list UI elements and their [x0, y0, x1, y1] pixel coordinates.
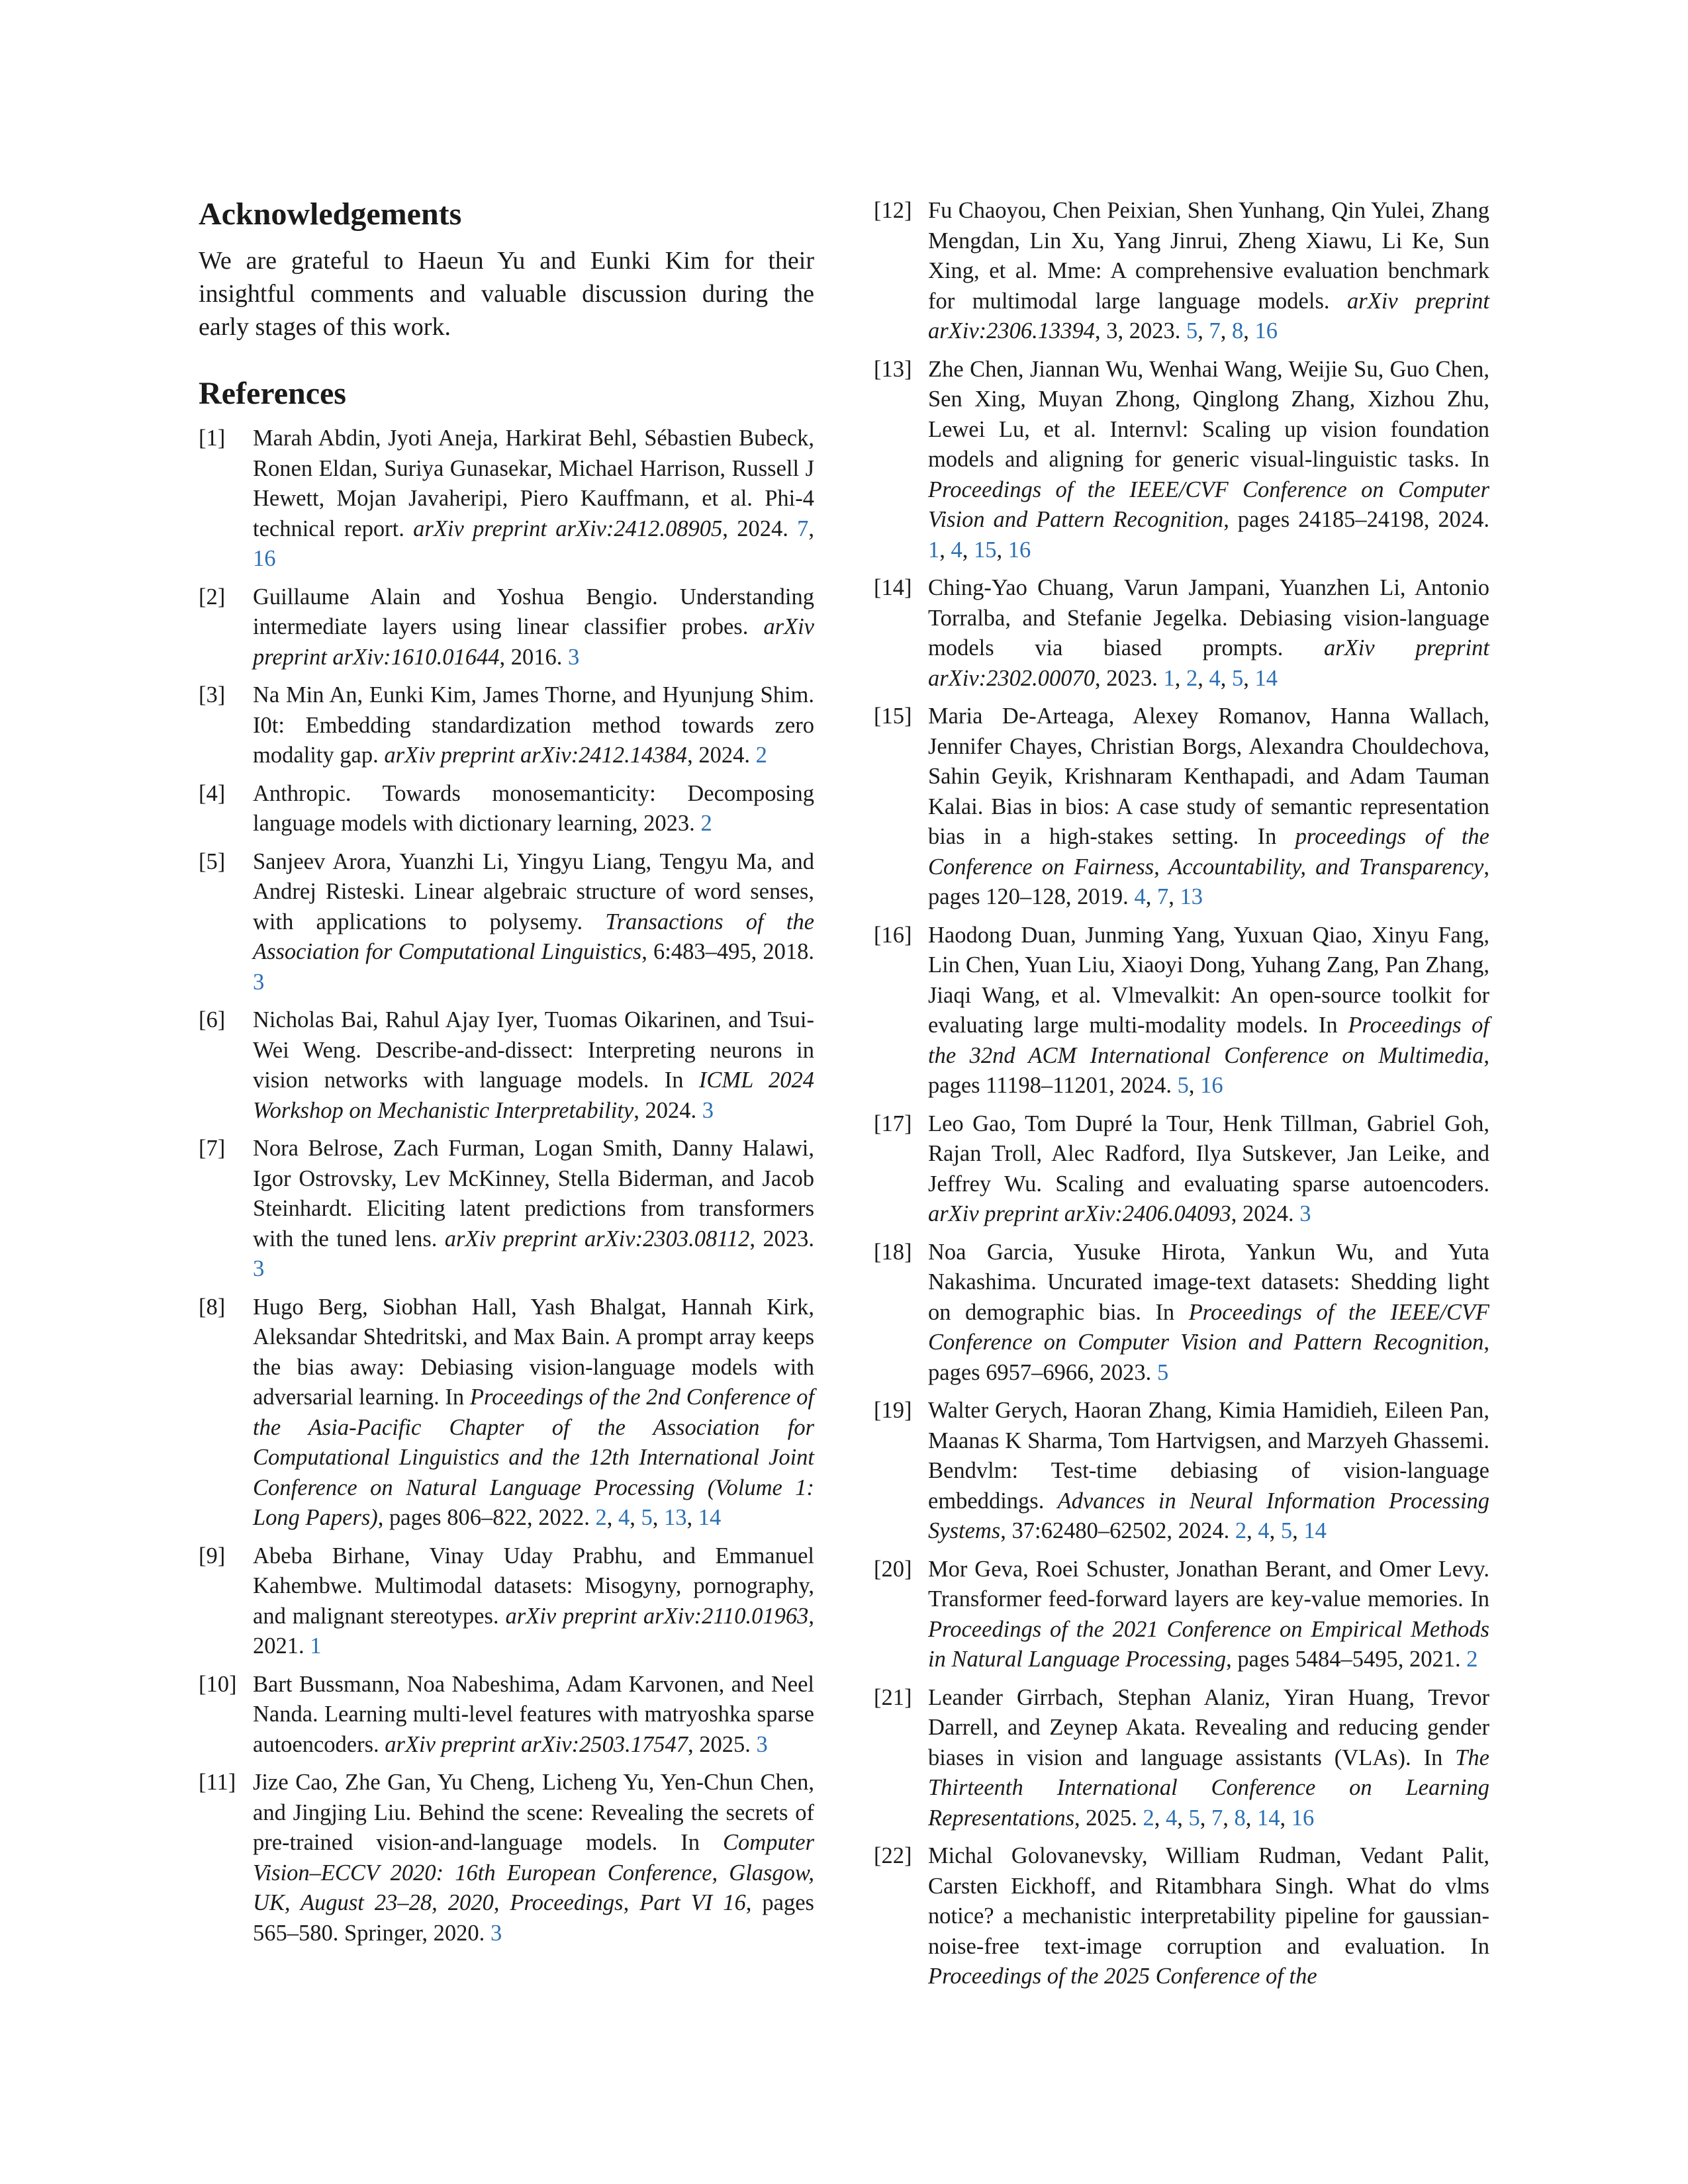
- page-backlink[interactable]: 2: [595, 1505, 607, 1531]
- reference-text: Bart Bussmann, Noa Nabeshima, Adam Karvonen, and Neel Nanda. Learning multi-level features with matryoshka sparse autoencoders.: [253, 1671, 814, 1757]
- page-backlink[interactable]: 3: [253, 1256, 265, 1282]
- reference-tail: , 2025.: [687, 1731, 757, 1757]
- reference-tail: , pages 6957–6966, 2023.: [928, 1330, 1489, 1385]
- reference-text: Jize Cao, Zhe Gan, Yu Cheng, Licheng Yu, Yen-Chun Chen, and Jingjing Liu. Behind the scene: Revealing the secrets of pre-trained vision-and-language models. In: [253, 1770, 814, 1856]
- reference-item: [199, 1134, 814, 1285]
- reference-tail: , pages 5484–5495, 2021.: [1226, 1647, 1467, 1672]
- reference-text: Anthropic. Towards monosemanticity: Decomposing language models with dictionary learning, 2023.: [253, 780, 814, 837]
- page-backlink[interactable]: 3: [567, 644, 580, 670]
- reference-venue: arXiv preprint arXiv:1610.01644: [253, 614, 814, 670]
- page-backlink[interactable]: 5: [1280, 1518, 1293, 1543]
- reference-item: [12] Fu Chaoyou, Chen Peixian, Shen Yunhang, Qin Yulei, Zhang Mengdan, Lin Xu, Yang Jinrui, Zheng Xiawu, Li Ke, Sun Xing, et al. Mme: A comprehensive evaluation benchmark for multimodal large language models. arXiv preprint arXiv:2306.13394, 3, 2023. 5, 7, 8, 16: [874, 196, 1489, 347]
- reference-number: [11]: [199, 1770, 236, 1796]
- page-backlink[interactable]: 3: [1299, 1201, 1311, 1226]
- reference-list-left: [199, 424, 814, 1948]
- page-backlink[interactable]: 15: [974, 537, 997, 563]
- reference-item: [874, 1238, 1489, 1388]
- page-backlink[interactable]: 5: [1232, 665, 1244, 691]
- reference-item: [199, 1541, 814, 1662]
- right-column: [874, 196, 1489, 2000]
- reference-venue: Proceedings of the IEEE/CVF Conference on Computer Vision and Pattern Recognition: [928, 477, 1489, 532]
- page-backlink[interactable]: 16: [1008, 537, 1031, 563]
- reference-text: Mor Geva, Roei Schuster, Jonathan Berant, and Omer Levy. Transformer feed-forward layers are key-value memories. In: [928, 1556, 1489, 1612]
- reference-number: [1]: [199, 426, 226, 451]
- reference-venue: Proceedings of the IEEE/CVF Conference on Computer Vision and Pattern Recognition: [928, 1299, 1489, 1355]
- reference-item: [15] Maria De-Arteaga, Alexey Romanov, Hanna Wallach, Jennifer Chayes, Christian Borgs, Alexandra Chouldechova, Sahin Geyik, Krishnaram Kenthapadi, and Adam Tauman Kalai. Bias in bios: A case study of semantic representation bias in a high-stakes setting. In proceedings of the Conference on Fairness, Accountability, and Transparency, pages 120–128, 2019. 4, 7, 13: [874, 702, 1489, 913]
- left-column: [199, 196, 814, 1956]
- reference-number: [13]: [874, 356, 912, 382]
- reference-number: [21]: [874, 1684, 912, 1710]
- reference-venue: arXiv preprint arXiv:2110.01963: [505, 1603, 809, 1629]
- reference-venue: Proceedings of the 2nd Conference of the Asia-Pacific Chapter of the Association for Computational Linguistics and the 12th International Joint Conference on Natural Language Processing (Volume 1: Long Papers): [253, 1385, 815, 1531]
- page-backlink[interactable]: 4: [618, 1505, 630, 1531]
- page-backlink[interactable]: 2: [1143, 1805, 1154, 1831]
- page-backlink[interactable]: 3: [702, 1097, 714, 1123]
- reference-venue: The Thirteenth International Conference on Learning Representations: [928, 1745, 1489, 1831]
- reference-venue: arXiv preprint arXiv:2302.00070: [928, 635, 1489, 691]
- page-backlink[interactable]: 1: [310, 1633, 322, 1659]
- reference-venue: Computer Vision–ECCV 2020: 16th European Conference, Glasgow, UK, August 23–28, 2020, Proceedings, Part VI 16: [253, 1830, 814, 1916]
- reference-number: [8]: [199, 1294, 226, 1320]
- reference-item: [874, 1109, 1489, 1230]
- reference-number: [19]: [874, 1398, 912, 1423]
- page-backlink[interactable]: 3: [490, 1920, 502, 1946]
- reference-item: [199, 582, 814, 673]
- reference-tail: , 2024.: [633, 1097, 702, 1123]
- page-backlink[interactable]: 4: [1258, 1518, 1270, 1543]
- reference-text: Nicholas Bai, Rahul Ajay Iyer, Tuomas Oikarinen, and Tsui-Wei Weng. Describe-and-dissect: Interpreting neurons in vision networks with language models. In: [253, 1007, 814, 1093]
- reference-item: [199, 1670, 814, 1760]
- reference-item: [199, 779, 814, 839]
- page-backlink[interactable]: 3: [253, 969, 265, 995]
- reference-text: Nora Belrose, Zach Furman, Logan Smith, Danny Halawi, Igor Ostrovsky, Lev McKinney, Stella Biderman, and Jacob Steinhardt. Eliciting latent predictions from transformers with the tuned lens.: [253, 1136, 814, 1251]
- reference-tail: , 2023.: [749, 1226, 814, 1251]
- page-backlink[interactable]: 2: [755, 743, 767, 768]
- references-heading: References: [199, 376, 346, 412]
- reference-item: [13] Zhe Chen, Jiannan Wu, Wenhai Wang, Weijie Su, Guo Chen, Sen Xing, Muyan Zhong, Qinglong Zhang, Xizhou Zhu, Lewei Lu, et al. Internvl: Scaling up vision foundation models and aligning for generic visual-linguistic tasks. In Proceedings of the IEEE/CVF Conference on Computer Vision and Pattern Recognition, pages 24185–24198, 2024. 1, 4, 15, 16: [874, 355, 1489, 566]
- page-backlink[interactable]: 1: [928, 537, 940, 563]
- reference-list-right: [874, 196, 1489, 1992]
- page-backlink[interactable]: 2: [1235, 1518, 1247, 1543]
- reference-tail: , 2024.: [1231, 1201, 1300, 1226]
- reference-number: [15]: [874, 704, 912, 729]
- reference-number: [16]: [874, 922, 912, 948]
- reference-tail: , pages 24185–24198, 2024.: [1223, 507, 1489, 532]
- reference-text: Leo Gao, Tom Dupré la Tour, Henk Tillman, Gabriel Goh, Rajan Troll, Alec Radford, Ilya Sutskever, Jan Leike, and Jeffrey Wu. Scaling and evaluating sparse autoencoders.: [928, 1111, 1489, 1197]
- reference-tail: , 6:483–495, 2018.: [641, 939, 814, 965]
- reference-text: Noa Garcia, Yusuke Hirota, Yankun Wu, and Yuta Nakashima. Uncurated image-text datasets: Shedding light on demographic bias. In: [928, 1239, 1489, 1325]
- reference-number: [9]: [199, 1543, 226, 1569]
- reference-text: Walter Gerych, Haoran Zhang, Kimia Hamidieh, Eileen Pan, Maanas K Sharma, Tom Hartvigsen, and Marzyeh Ghassemi. Bendvlm: Test-time debiasing of vision-language embeddings.: [928, 1398, 1489, 1514]
- reference-item: [874, 1555, 1489, 1675]
- reference-text: Michal Golovanevsky, William Rudman, Vedant Palit, Carsten Eickhoff, and Ritambhara Singh. What do vlms notice? a mechanistic interpretability pipeline for gaussian-noise-free text-image corruption and evaluation. In: [928, 1843, 1489, 1959]
- page-backlink[interactable]: 14: [698, 1505, 722, 1531]
- reference-venue: Proceedings of the 32nd ACM International Conference on Multimedia: [928, 1013, 1489, 1068]
- reference-tail: , pages 11198–11201, 2024.: [928, 1042, 1489, 1098]
- reference-text: Abeba Birhane, Vinay Uday Prabhu, and Emmanuel Kahembwe. Multimodal datasets: Misogyny, pornography, and malignant stereotypes.: [253, 1543, 814, 1629]
- reference-tail: , 2025.: [1074, 1805, 1143, 1831]
- reference-number: [14]: [874, 575, 912, 600]
- reference-item: [199, 680, 814, 771]
- page-backlink[interactable]: 16: [1291, 1805, 1315, 1831]
- page-backlink[interactable]: 16: [1254, 318, 1278, 343]
- page-backlink[interactable]: 16: [1200, 1073, 1223, 1098]
- page-backlink[interactable]: 13: [1180, 884, 1203, 909]
- page-backlink[interactable]: 1: [1163, 665, 1175, 691]
- reference-item: [16] Haodong Duan, Junming Yang, Yuxuan Qiao, Xinyu Fang, Lin Chen, Yuan Liu, Xiaoyi Dong, Yuhang Zang, Pan Zhang, Jiaqi Wang, et al. Vlmevalkit: An open-source toolkit for evaluating large multi-modality models. In Proceedings of the 32nd ACM International Conference on Multimedia, pages 11198–11201, 2024. 5, 16: [874, 921, 1489, 1101]
- reference-text: Ching-Yao Chuang, Varun Jampani, Yuanzhen Li, Antonio Torralba, and Stefanie Jegelka. Debiasing vision-language models via biased prompts.: [928, 575, 1489, 660]
- reference-item: [199, 1005, 814, 1126]
- page-backlink[interactable]: 7: [1209, 318, 1221, 343]
- reference-number: [12]: [874, 198, 912, 223]
- reference-item: [1] Marah Abdin, Jyoti Aneja, Harkirat Behl, Sébastien Bubeck, Ronen Eldan, Suriya Gunasekar, Michael Harrison, Russell J Hewett, Mojan Javaheripi, Piero Kauffmann, et al. Phi-4 technical report. arXiv preprint arXiv:2412.08905, 2024. 7, 16: [199, 424, 814, 574]
- page-backlink[interactable]: 14: [1254, 665, 1278, 691]
- reference-venue: arXiv preprint arXiv:2412.08905: [413, 516, 723, 541]
- page-backlink[interactable]: 5: [1177, 1073, 1189, 1098]
- reference-tail: , pages 120–128, 2019.: [928, 854, 1489, 909]
- reference-item: [199, 1768, 814, 1948]
- reference-text: Haodong Duan, Junming Yang, Yuxuan Qiao, Xinyu Fang, Lin Chen, Yuan Liu, Xiaoyi Dong, Yuhang Zang, Pan Zhang, Jiaqi Wang, et al. Vlmevalkit: An open-source toolkit for evaluating large multi-modality models. In: [928, 922, 1489, 1038]
- reference-tail: , 2024.: [722, 516, 798, 541]
- page-backlink[interactable]: 4: [1166, 1805, 1178, 1831]
- reference-number: [17]: [874, 1111, 912, 1136]
- reference-venue: Transactions of the Association for Computational Linguistics: [253, 909, 815, 965]
- reference-tail: , pages 565–580. Springer, 2020.: [253, 1890, 814, 1946]
- reference-number: [7]: [199, 1136, 226, 1161]
- reference-tail: , 2024.: [687, 743, 756, 768]
- reference-venue: arXiv preprint arXiv:2503.17547: [385, 1731, 688, 1757]
- reference-text: Marah Abdin, Jyoti Aneja, Harkirat Behl, Sébastien Bubeck, Ronen Eldan, Suriya Gunasekar, Michael Harrison, Russell J Hewett, Mojan Javaheripi, Piero Kauffmann, et al. Phi-4 technical report.: [253, 426, 814, 541]
- page-backlink[interactable]: 13: [663, 1505, 687, 1531]
- page-backlink[interactable]: 5: [641, 1505, 653, 1531]
- reference-number: [5]: [199, 848, 226, 874]
- page-backlink[interactable]: 2: [1186, 665, 1198, 691]
- page-backlink[interactable]: 2: [1466, 1647, 1478, 1672]
- reference-number: [2]: [199, 584, 226, 610]
- reference-venue: proceedings of the Conference on Fairness, Accountability, and Transparency: [928, 824, 1489, 880]
- reference-item: [14] Ching-Yao Chuang, Varun Jampani, Yuanzhen Li, Antonio Torralba, and Stefanie Jegelka. Debiasing vision-language models via biased prompts. arXiv preprint arXiv:2302.00070, 2023. 1, 2, 4, 5, 14: [874, 573, 1489, 694]
- reference-tail: , 37:62480–62502, 2024.: [1000, 1518, 1235, 1543]
- page-backlink[interactable]: 16: [253, 546, 276, 572]
- reference-text: Na Min An, Eunki Kim, James Thorne, and Hyunjung Shim. I0t: Embedding standardization method towards zero modality gap.: [253, 682, 814, 768]
- reference-text: Fu Chaoyou, Chen Peixian, Shen Yunhang, Qin Yulei, Zhang Mengdan, Lin Xu, Yang Jinrui, Zheng Xiawu, Li Ke, Sun Xing, et al. Mme: A comprehensive evaluation benchmark for multimodal large language models.: [928, 198, 1489, 314]
- page-backlink[interactable]: 14: [1303, 1518, 1327, 1543]
- page-backlink[interactable]: 4: [951, 537, 962, 563]
- reference-number: [10]: [199, 1671, 237, 1697]
- page-backlink[interactable]: 4: [1209, 665, 1221, 691]
- reference-tail: , 2021.: [253, 1603, 815, 1659]
- reference-text: Leander Girrbach, Stephan Alaniz, Yiran Huang, Trevor Darrell, and Zeynep Akata. Revealing and reducing gender biases in vision and language assistants (VLAs). In: [928, 1684, 1489, 1770]
- reference-text: Sanjeev Arora, Yuanzhi Li, Yingyu Liang, Tengyu Ma, and Andrej Risteski. Linear algebraic structure of word senses, with applications to polysemy.: [253, 848, 814, 934]
- reference-tail: , 2016.: [499, 644, 568, 670]
- page-backlink[interactable]: 7: [1156, 884, 1169, 909]
- page-backlink[interactable]: 5: [1156, 1359, 1169, 1385]
- reference-item: [199, 847, 814, 998]
- reference-venue: Proceedings of the 2025 Conference of the: [928, 1964, 1317, 1989]
- reference-text: Zhe Chen, Jiannan Wu, Wenhai Wang, Weijie Su, Guo Chen, Sen Xing, Muyan Zhong, Qinglong Zhang, Xizhou Zhu, Lewei Lu, et al. Internvl: Scaling up vision foundation models and aligning for generic visual-linguistic tasks. In: [928, 356, 1489, 472]
- reference-venue: arXiv preprint arXiv:2412.14384: [384, 743, 688, 768]
- page-backlink[interactable]: 7: [797, 516, 809, 541]
- page-backlink[interactable]: 8: [1232, 318, 1244, 343]
- page-backlink[interactable]: 8: [1234, 1805, 1246, 1831]
- reference-venue: ICML 2024 Workshop on Mechanistic Interpretability: [253, 1068, 814, 1123]
- reference-number: [20]: [874, 1556, 912, 1582]
- reference-number: [22]: [874, 1843, 912, 1868]
- reference-number: [4]: [199, 780, 226, 806]
- reference-venue: arXiv preprint arXiv:2306.13394: [928, 288, 1490, 343]
- reference-item: [21] Leander Girrbach, Stephan Alaniz, Yiran Huang, Trevor Darrell, and Zeynep Akata. Revealing and reducing gender biases in vision and language assistants (VLAs). In The Thirteenth International Conference on Learning Representations, 2025. 2, 4, 5, 7, 8, 14, 16: [874, 1683, 1489, 1834]
- page-backlink[interactable]: 5: [1186, 318, 1198, 343]
- reference-item: [8] Hugo Berg, Siobhan Hall, Yash Bhalgat, Hannah Kirk, Aleksandar Shtedritski, and Max Bain. A prompt array keeps the bias away: Debiasing vision-language models with adversarial learning. In Proceedings of the 2nd Conference of the Asia-Pacific Chapter of the Association for Computational Linguistics and the 12th International Joint Conference on Natural Language Processing (Volume 1: Long Papers), pages 806–822, 2022. 2, 4, 5, 13, 14: [199, 1293, 814, 1533]
- reference-tail: , 2023.: [1095, 665, 1164, 691]
- page-backlink[interactable]: 3: [756, 1731, 768, 1757]
- reference-item: [874, 1841, 1489, 1992]
- reference-number: [6]: [199, 1007, 226, 1033]
- reference-tail: , 3, 2023.: [1095, 318, 1187, 343]
- reference-tail: , pages 806–822, 2022.: [377, 1505, 596, 1531]
- reference-number: [18]: [874, 1239, 912, 1265]
- reference-text: Guillaume Alain and Yoshua Bengio. Understanding intermediate layers using linear classifier probes.: [253, 584, 814, 640]
- acknowledgements-heading: Acknowledgements: [199, 197, 462, 232]
- reference-venue: Proceedings of the 2021 Conference on Empirical Methods in Natural Language Processing: [928, 1616, 1489, 1672]
- reference-text: Maria De-Arteaga, Alexey Romanov, Hanna Wallach, Jennifer Chayes, Christian Borgs, Alexandra Chouldechova, Sahin Geyik, Krishnaram Kenthapadi, and Adam Tauman Kalai. Bias in bios: A case study of semantic representation bias in a high-stakes setting. In: [928, 704, 1489, 849]
- page-backlink[interactable]: 7: [1211, 1805, 1223, 1831]
- reference-text: Hugo Berg, Siobhan Hall, Yash Bhalgat, Hannah Kirk, Aleksandar Shtedritski, and Max Bain. A prompt array keeps the bias away: Debiasing vision-language models with adversarial learning. In: [253, 1294, 814, 1410]
- acknowledgements-text: We are grateful to Haeun Yu and Eunki Kim for their insightful comments and valuable discussion during the early stages of this work.: [199, 247, 814, 341]
- page-backlink[interactable]: 14: [1257, 1805, 1280, 1831]
- reference-venue: arXiv preprint arXiv:2303.08112: [444, 1226, 750, 1251]
- reference-venue: Advances in Neural Information Processing Systems: [928, 1488, 1489, 1543]
- page-backlink[interactable]: 4: [1134, 884, 1146, 909]
- reference-item: [19] Walter Gerych, Haoran Zhang, Kimia Hamidieh, Eileen Pan, Maanas K Sharma, Tom Hartvigsen, and Marzyeh Ghassemi. Bendvlm: Test-time debiasing of vision-language embeddings. Advances in Neural Information Processing Systems, 37:62480–62502, 2024. 2, 4, 5, 14: [874, 1396, 1489, 1547]
- reference-venue: arXiv preprint arXiv:2406.04093: [928, 1201, 1231, 1226]
- reference-number: [3]: [199, 682, 226, 708]
- page-backlink[interactable]: 5: [1188, 1805, 1200, 1831]
- page-backlink[interactable]: 2: [700, 811, 712, 837]
